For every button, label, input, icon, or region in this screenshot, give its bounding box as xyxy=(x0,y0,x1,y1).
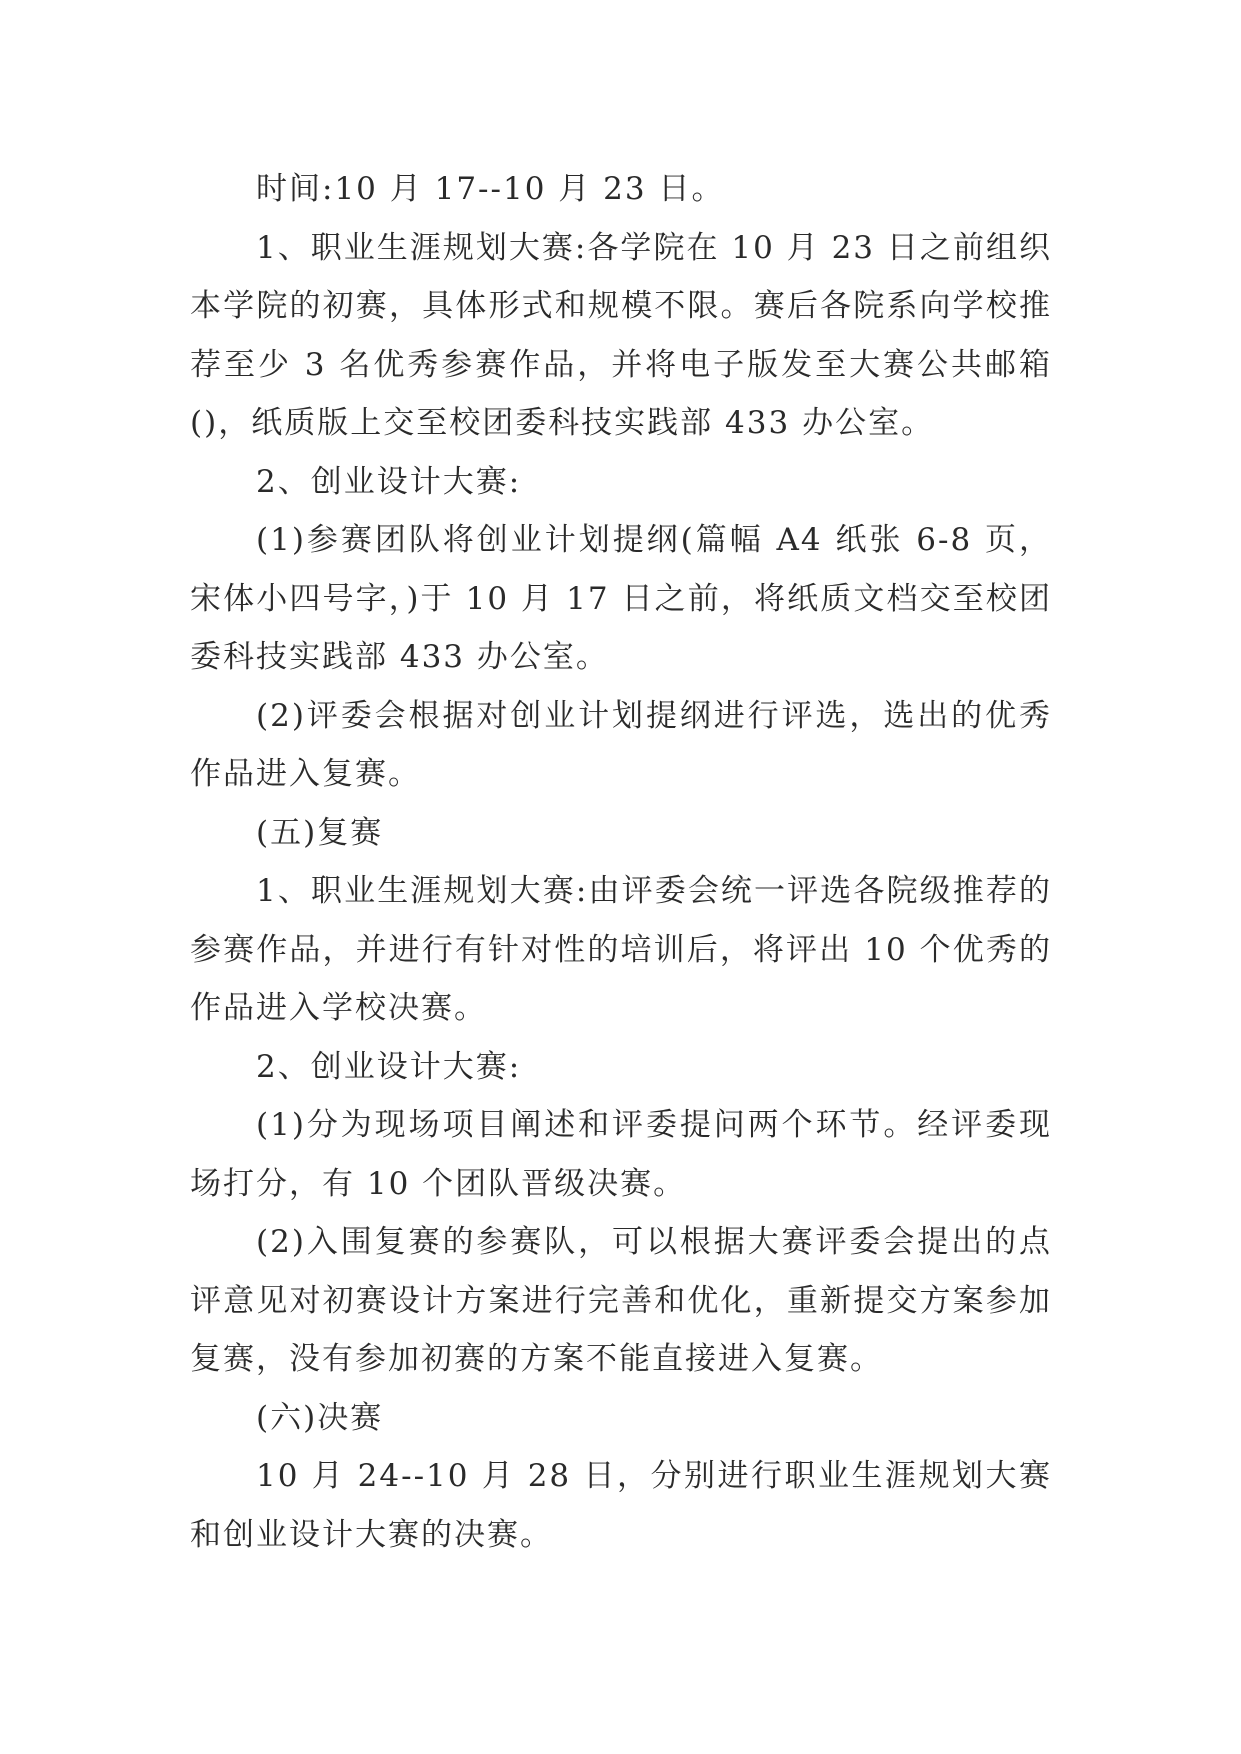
paragraph-final: 10 月 24--10 月 28 日，分别进行职业生涯规划大赛和创业设计大赛的决赛。 xyxy=(190,1458,1052,1553)
paragraph-semifinal-item-1: (1)分为现场项目阐述和评委提问两个环节。经评委现场打分，有 10 个团队晋级决赛。 xyxy=(190,1107,1052,1202)
paragraph-startup-item-2: (2)评委会根据对创业计划提纲进行评选，选出的优秀作品进入复赛。 xyxy=(190,697,1052,792)
document-body xyxy=(190,160,1052,1564)
paragraph-career-semifinal: 1、职业生涯规划大赛:由评委会统一评选各院级推荐的参赛作品，并进行有针对性的培训后，将评出 10 个优秀的作品进入学校决赛。 xyxy=(190,873,1052,1026)
paragraph-startup-item-1: (1)参赛团队将创业计划提纲(篇幅 A4 纸张 6-8 页，宋体小四号字，)于 10 月 17 日之前，将纸质文档交至校团委科技实践部 433 办公室。 xyxy=(190,522,1052,675)
section-heading-semifinal: (五)复赛 xyxy=(256,814,384,851)
paragraph-startup-heading: 2、创业设计大赛: xyxy=(256,463,522,500)
paragraph-startup-semifinal-heading: 2、创业设计大赛: xyxy=(256,1048,522,1085)
paragraph-career-preliminary: 1、职业生涯规划大赛:各学院在 10 月 23 日之前组织本学院的初赛，具体形式和规模不限。赛后各院系向学校推荐至少 3 名优秀参赛作品，并将电子版发至大赛公共邮箱()，纸质版上交至校团委科技实践部 433 办公室。 xyxy=(190,229,1052,441)
paragraph-time: 时间:10 月 17--10 月 23 日。 xyxy=(256,171,725,207)
section-heading-final: (六)决赛 xyxy=(256,1399,384,1436)
paragraph-semifinal-item-2: (2)入围复赛的参赛队，可以根据大赛评委会提出的点评意见对初赛设计方案进行完善和优化，重新提交方案参加复赛，没有参加初赛的方案不能直接进入复赛。 xyxy=(190,1224,1052,1377)
